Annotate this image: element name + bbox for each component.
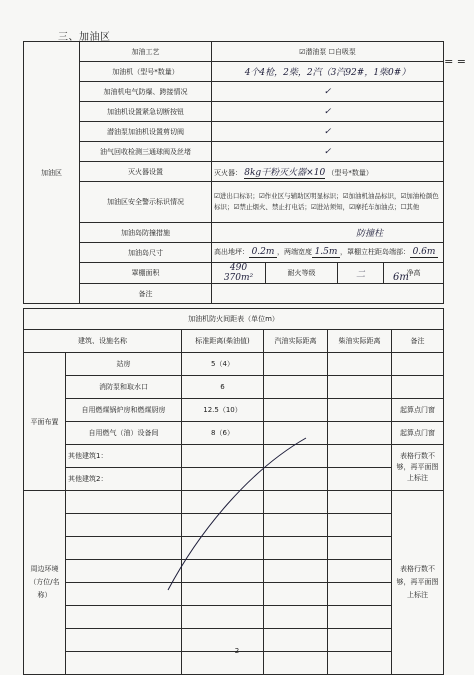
row-label: 加油区安全警示标识情况	[80, 182, 212, 223]
gasoline-distance	[264, 422, 328, 445]
fire-rating-value: 二	[338, 263, 384, 284]
table-header-row	[24, 330, 444, 353]
table-row	[24, 182, 444, 223]
building-name: 其他建筑1：	[66, 445, 182, 468]
table-row	[24, 445, 444, 468]
note: 表格行数不够，再平面图上标注	[392, 445, 444, 491]
gasoline-distance	[264, 445, 328, 468]
table-row	[24, 42, 444, 62]
anti-collision-value: 防撞柱	[212, 223, 444, 243]
empty-cell	[182, 537, 264, 560]
page-number: 2	[234, 647, 240, 655]
table-row	[24, 223, 444, 243]
row-label: 罩棚面积	[80, 263, 212, 284]
table-row	[24, 263, 444, 284]
standard-distance	[182, 445, 264, 468]
table-row	[24, 583, 444, 606]
building-name: 站房	[66, 353, 182, 376]
fuel-area-table	[23, 41, 444, 304]
extinguisher-value	[212, 162, 444, 182]
building-name: 消防泵和取水口	[66, 376, 182, 399]
row-label: 备注	[80, 284, 212, 304]
gasoline-distance	[264, 353, 328, 376]
group-label: 加油区	[24, 42, 80, 304]
table-row	[24, 376, 444, 399]
table-row	[24, 353, 444, 376]
warning-signs-value: ☑进出口标识；☑作业区与辅助区明显标识；☑加油机油品标识，☑加油枪颜色标识；☑禁止烟火、禁止打电话；☑进站须知，☑摩托车加油点；☐其他	[212, 182, 444, 223]
empty-cell	[66, 583, 182, 606]
table-row	[24, 491, 444, 514]
table-row	[24, 422, 444, 445]
table-row	[24, 162, 444, 182]
margin-marks: = =	[444, 55, 466, 68]
empty-cell	[264, 514, 328, 537]
table-row	[24, 560, 444, 583]
gasoline-distance	[264, 376, 328, 399]
island-width: 1.5m	[312, 247, 340, 258]
island-size-value: 高出地坪： 0.2m ，两端宽度 1.5m ，罩棚立柱距岛端部： 0.6m	[212, 243, 444, 263]
empty-cell	[328, 583, 392, 606]
column-header: 柴油实际距离	[328, 330, 392, 353]
table-row	[24, 62, 444, 82]
column-header: 备注	[392, 330, 444, 353]
standard-distance: 12.5（10）	[182, 399, 264, 422]
empty-cell	[264, 491, 328, 514]
table-row	[24, 102, 444, 122]
diesel-distance	[328, 468, 392, 491]
table-row	[24, 142, 444, 162]
table-title: 加油机防火间距表（单位m）	[24, 309, 444, 330]
empty-cell	[328, 537, 392, 560]
canopy-area-value: 490 370m²	[212, 263, 266, 284]
diesel-distance	[328, 399, 392, 422]
clear-height-label: 净高	[384, 263, 444, 284]
table-row	[24, 537, 444, 560]
standard-distance: 5（4）	[182, 353, 264, 376]
table-row	[24, 122, 444, 142]
section-title: 三、加油区	[58, 32, 111, 43]
empty-cell	[66, 537, 182, 560]
empty-cell	[328, 560, 392, 583]
empty-cell	[182, 514, 264, 537]
check-mark: ✓	[212, 122, 444, 142]
diesel-distance	[328, 445, 392, 468]
column-header: 标准距离(柴油值)	[182, 330, 264, 353]
empty-cell	[264, 583, 328, 606]
row-label: 灭火器设置	[80, 162, 212, 182]
check-mark: ✓	[212, 82, 444, 102]
empty-cell	[66, 514, 182, 537]
diesel-distance	[328, 353, 392, 376]
building-name: 自用燃煤锅炉房和燃煤厨房	[66, 399, 182, 422]
dispenser-model-value: 4个4枪，2柴，2汽（3汽92#，1柴0#）	[212, 62, 444, 82]
column-header: 汽油实际距离	[264, 330, 328, 353]
extinguisher-suffix: （型号*数量）	[327, 168, 373, 177]
standard-distance: 8（6）	[182, 422, 264, 445]
row-label: 加油工艺	[80, 42, 212, 62]
extinguisher-handwritten: 8kg干粉灭火器×10	[244, 165, 325, 179]
empty-cell	[182, 606, 264, 629]
row-label: 加油岛尺寸	[80, 243, 212, 263]
empty-cell	[182, 491, 264, 514]
extinguisher-prefix: 灭火器：	[214, 168, 242, 177]
gasoline-distance	[264, 399, 328, 422]
row-label: 加油机设置紧急切断按钮	[80, 102, 212, 122]
table-row	[24, 468, 444, 491]
note: 表格行数不够，再平面图上标注	[392, 491, 444, 675]
empty-cell	[328, 491, 392, 514]
column-header: 建筑、设施名称	[24, 330, 182, 353]
empty-cell	[264, 560, 328, 583]
island-height: 0.2m	[249, 247, 277, 258]
table-row	[24, 284, 444, 304]
empty-cell	[264, 606, 328, 629]
note: 起算点门窗	[392, 399, 444, 422]
fuel-process-value: ☑潜油泵 ☐自吸泵	[212, 42, 444, 62]
table-row	[24, 309, 444, 330]
island-end-distance: 0.6m	[410, 247, 438, 258]
remark-value	[212, 284, 444, 304]
empty-cell	[182, 560, 264, 583]
fire-rating-label: 耐火等级	[266, 263, 338, 284]
table-row	[24, 82, 444, 102]
table-row	[24, 606, 444, 629]
empty-cell	[66, 491, 182, 514]
row-label: 加油机电气防爆、跨接情况	[80, 82, 212, 102]
standard-distance: 6	[182, 376, 264, 399]
note	[392, 353, 444, 376]
building-name: 自用燃气（油）设备间	[66, 422, 182, 445]
check-mark: ✓	[212, 142, 444, 162]
clear-height-value: 6m	[393, 272, 409, 283]
plane-group-label: 平面布置	[24, 353, 66, 491]
table-row	[24, 399, 444, 422]
diesel-distance	[328, 422, 392, 445]
gasoline-distance	[264, 468, 328, 491]
row-label: 潜油泵加油机设置剪切阀	[80, 122, 212, 142]
empty-cell	[328, 606, 392, 629]
row-label: 油气回收检测三通球阀及丝堵	[80, 142, 212, 162]
row-label: 加油机（型号*数量）	[80, 62, 212, 82]
table-row	[24, 514, 444, 537]
empty-cell	[328, 514, 392, 537]
row-label: 加油岛防撞措施	[80, 223, 212, 243]
empty-cell	[182, 583, 264, 606]
empty-cell	[264, 537, 328, 560]
note	[392, 376, 444, 399]
table-row	[24, 243, 444, 263]
empty-cell	[66, 606, 182, 629]
building-name: 其他建筑2：	[66, 468, 182, 491]
diesel-distance	[328, 376, 392, 399]
note: 起算点门窗	[392, 422, 444, 445]
check-mark: ✓	[212, 102, 444, 122]
fire-distance-table	[23, 308, 444, 675]
standard-distance	[182, 468, 264, 491]
surround-group-label: 周边环境（方位/名称）	[24, 491, 66, 675]
empty-cell	[66, 560, 182, 583]
